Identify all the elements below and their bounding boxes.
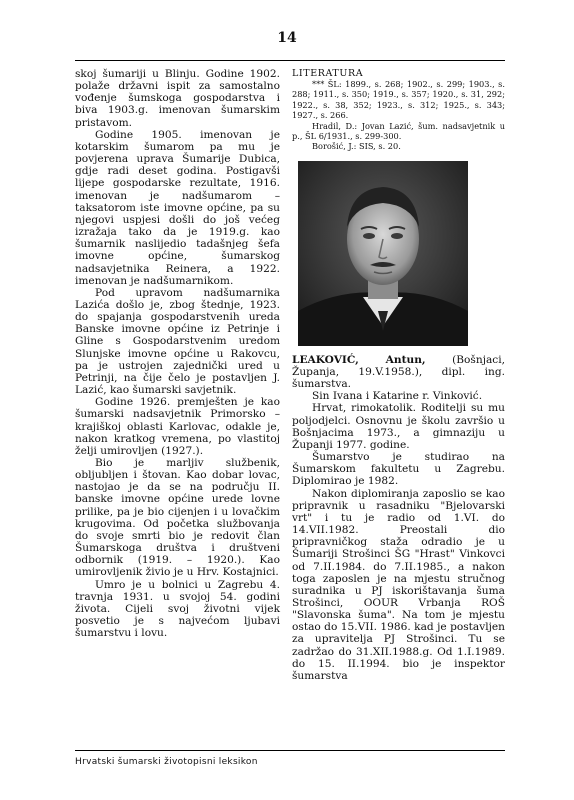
paragraph: Pod upravom nadšumarnika Lazića došlo je, zbog štednje, 1923. do spajanja gospodarstvenih ureda Banske imovne općine iz Petrinje i Gline s Gospodarstvenim uredom Slunjske imovne općine u Rakovcu, pa je ustrojen zajednički ured u Petrinji, na čije čelo je postavljen J. Lazić, kao šumarski savjetnik. [75,286,280,397]
literature-heading: LITERATURA [292,68,364,79]
page-number: 14 [277,30,297,46]
right-column [292,68,505,682]
bottom-rule [75,750,505,751]
left-column [75,68,280,639]
paragraph: Hrvat, rimokatolik. Roditelji su mu poljodjelci. Osnovnu je školu završio u Bošnjacima 1973., a gimnaziju u Županji 1977. godine. [292,402,505,451]
paragraph: skoj šumariji u Blinju. Godine 1902. polaže državni ispit za samostalno vođenje šumskoga gospodarstva i biva 1903.g. imenovan šumarskim pristavom. [75,68,280,129]
paragraph: Sin Ivana i Katarine r. Vinković. [312,390,483,403]
footer-title: Hrvatski šumarski životopisni leksikon [75,757,258,767]
paragraph: Godine 1926. premješten je kao šumarski nadsavjetnik Primorsko – krajiškoj oblasti Karlovac, odakle je, nakon kratkog vremena, po vlastitoj želji umirovljen (1927.). [75,396,280,457]
literature-entry: Borošić, J.: SIS, s. 20. [312,141,401,152]
portrait-photo [298,161,468,346]
paragraph: Bio je marljiv službenik, obljubljen i štovan. Kao dobar lovac, nastojao je da se na području II. banske imovne općine urede lovne prilike, pa je bio cijenjen i u lovačkim krugovima. Od početka službovanja do svoje smrti bio je redovit član Šumarskoga društva i društveni odbornik (1919. – 1920.). Kao umirovljenik živio je u Hrv. Kostajnici. [75,457,280,579]
entry-lead: (Bošnjaci, Županja, 19.V.1958.), dipl. ing. šumarstva. [292,353,505,391]
literature-entry: Hradil, D.: Jovan Lazić, šum. nadsavjetnik u p., ŠL 6/1931., s. 299-300. [292,120,505,142]
paragraph: Šumarstvo je studirao na Šumarskom fakultetu u Zagrebu. Diplomirao je 1982. [292,451,505,488]
literature-list [292,79,505,152]
paragraph: Umro je u bolnici u Zagrebu 4. travnja 1931. u svojoj 54. godini života. Cijeli svoj životni vijek posvetio je s najvećom ljubavi šumarstvu i lovu. [75,578,280,640]
top-rule [75,60,505,61]
paragraph: Godine 1905. imenovan je kotarskim šumarom pa mu je povjerena uprava Šumarije Dubica, gdje radi deset godina. Postigavši lijepe gospodarske rezultate, 1916. imenovan je nadšumarom – taksatorom iste imovne općine, pa su njegovi uspjesi došli do još većeg izražaja tako da je 1919.g. kao šumarnik naslijedio tadašnjeg šefa imovne općine, šumarskog nadsavjetnika Reinera, a 1922. imenovan je nadšumarnikom. [75,128,280,287]
entry-name: LEAKOVIĆ, Antun, [292,353,426,366]
paragraph: Nakon diplomiranja zaposlio se kao pripravnik u rasadniku "Bjelovarski vrt" i tu je radio od 1.VI. do 14.VII.1982. Preostali dio pripravničkog staža odradio je u Šumariji Strošinci ŠG "Hrast" Vinkovci od 7.II.1984. do 7.II.1985., a nakon toga zaposlen je na mjestu stručnog suradnika u PJ iskorištavanja šuma Strošinci, OOUR Vrbanja ROŠ "Slavonska šuma". Na tom je mjestu ostao do 15.VII. 1986. kad je postavljen za upravitelja PJ Strošinci. Tu se zadržao do 31.XII.1988.g. Od 1.I.1989. do 15. II.1994. bio je inspektor šumarstva [292,487,505,682]
biography-entry [292,354,505,682]
literature-entry: *** ŠL: 1899., s. 268; 1902., s. 299; 1903., s. 288; 1911., s. 350; 1919., s. 357; 1920., s. 31, 292; 1922., s. 38, 352; 1923., s. 312; 1925., s. 343; 1927., s. 266. [292,79,505,121]
